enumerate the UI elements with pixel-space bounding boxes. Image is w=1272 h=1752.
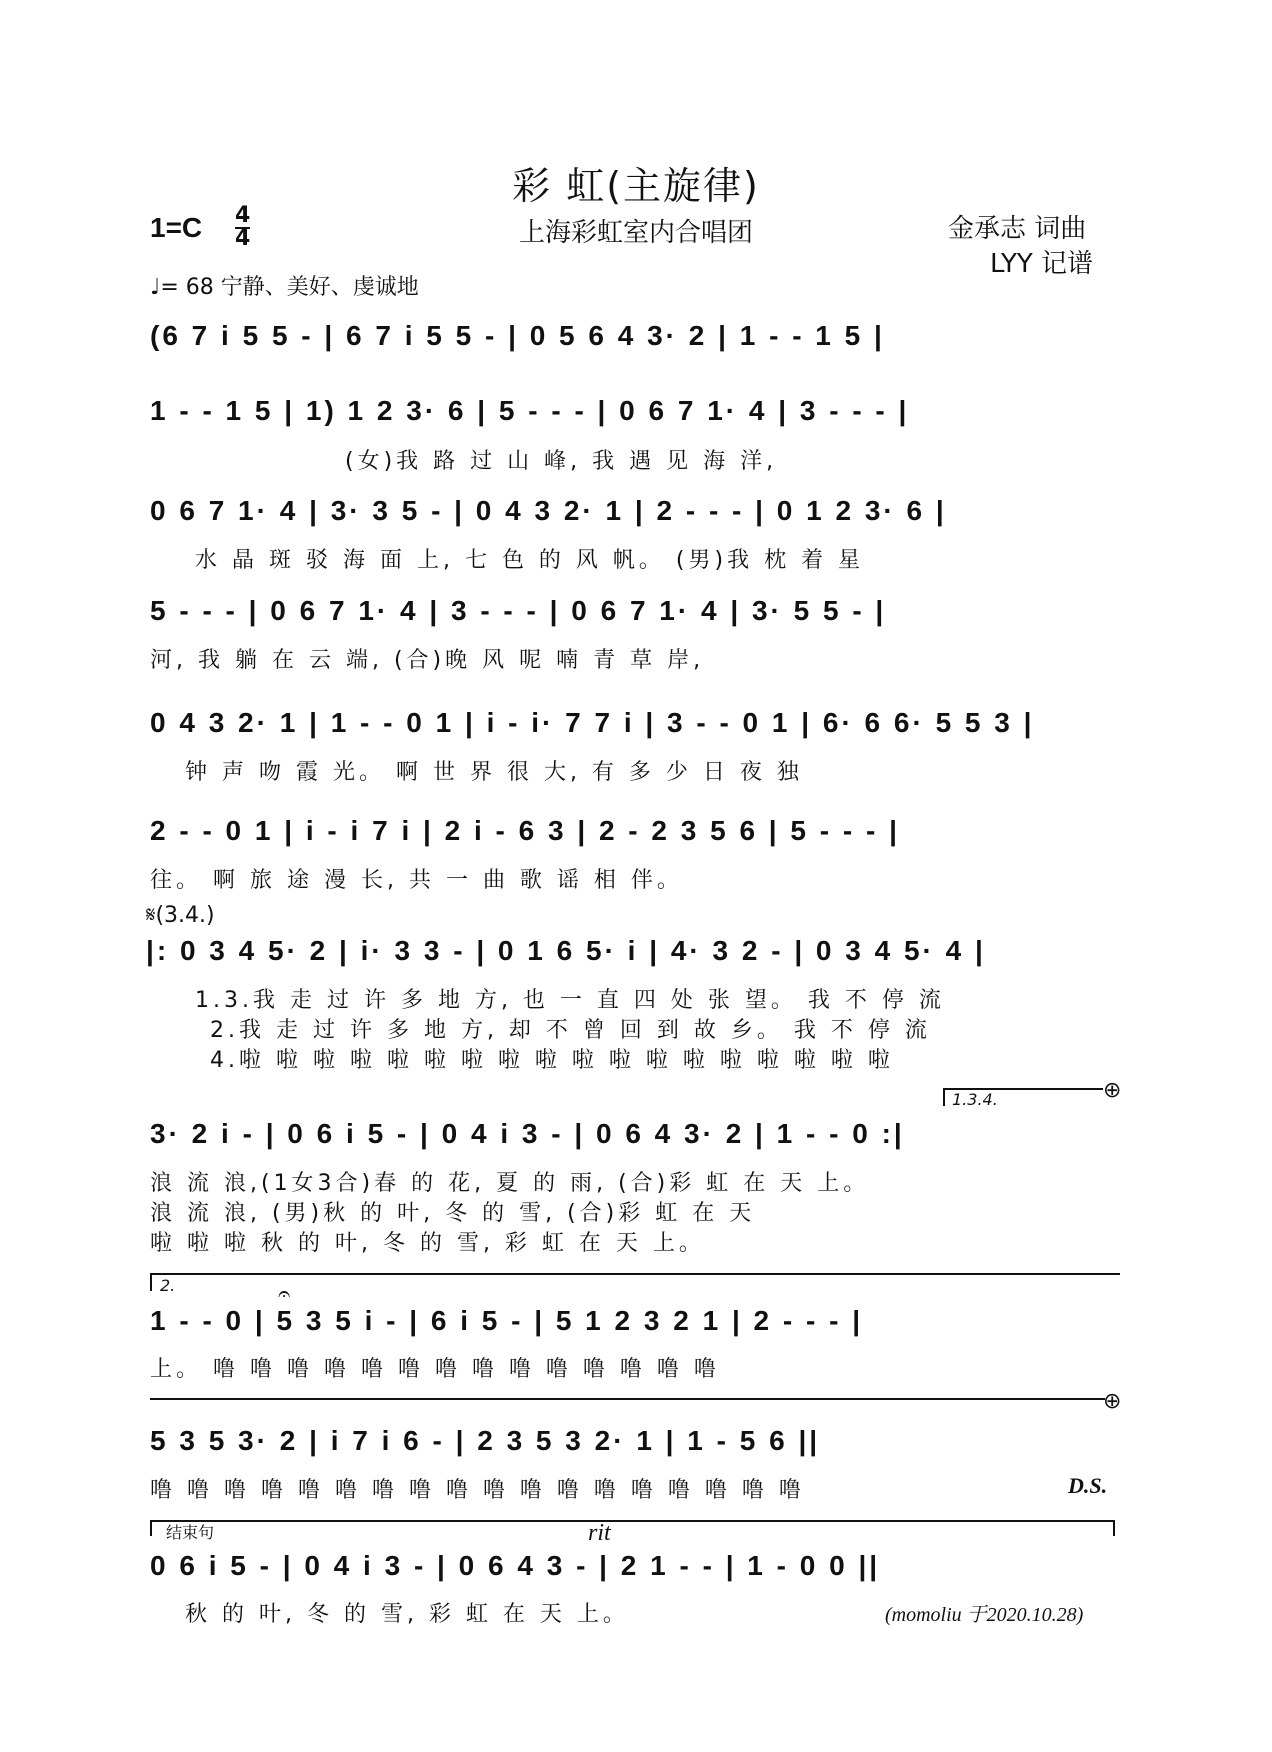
ending-line [150, 1520, 1115, 1522]
score-row-4-lyrics-1: 河, 我 躺 在 云 端, (合)晚 风 呢 喃 青 草 岸, [150, 648, 705, 673]
score-row-8-lyrics-3: 啦 啦 啦 秋 的 叶, 冬 的 雪, 彩 虹 在 天 上。 [150, 1231, 705, 1256]
score-row-8-lyrics-1: 浪 流 浪,(1女3合)春 的 花, 夏 的 雨, (合)彩 虹 在 天 上。 [150, 1171, 870, 1196]
score-row-11-notes: 0 6 i 5 - | 0 4 i 3 - | 0 6 4 3 - | 2 1 - - | 1 - 0 0 || [150, 1550, 881, 1581]
score-row-3-lyrics-1: 水 晶 斑 驳 海 面 上, 七 色 的 风 帆。 (男)我 枕 着 星 [195, 548, 865, 573]
score-row-5-lyrics-1: 钟 声 吻 霞 光。 啊 世 界 很 大, 有 多 少 日 夜 独 [185, 760, 803, 785]
notation-credit: (momoliu 于2020.10.28) [885, 1604, 1084, 1626]
key-signature: 1=C [150, 212, 203, 243]
score-row-4-notes: 5 - - - | 0 6 7 1· 4 | 3 - - - | 0 6 7 1· 4 | 3· 5 5 - | [150, 595, 887, 626]
volta-1-label: 1.3.4. [952, 1090, 998, 1109]
time-signature-top: 4 [235, 203, 251, 228]
score-row-6-lyrics-1: 往。 啊 旅 途 漫 长, 共 一 曲 歌 谣 相 伴。 [150, 868, 683, 893]
page-title: 彩 虹(主旋律) [512, 164, 760, 208]
ending-label: 结束句 [166, 1523, 215, 1542]
score-row-6-notes: 2 - - 0 1 | i - i 7 i | 2 i - 6 3 | 2 - 2 3 5 6 | 5 - - - | [150, 815, 900, 846]
volta-1-hook [943, 1088, 945, 1106]
composer: 金承志 词曲 [948, 214, 1087, 244]
time-signature-bottom: 4 [235, 226, 251, 251]
score-row-9-notes: 1 - - 0 | 5 3 5 i - | 6 i 5 - | 5 1 2 3 2 1 | 2 - - - | [150, 1305, 864, 1336]
fermata-icon: 𝄐 [278, 1282, 291, 1307]
coda-icon-2: ⊕ [1103, 1389, 1122, 1414]
score-row-8-notes: 3· 2 i - | 0 6 i 5 - | 0 4 i 3 - | 0 6 4 3· 2 | 1 - - 0 :| [150, 1118, 905, 1149]
ds-marking: D.S. [1068, 1473, 1108, 1498]
coda-icon-1: ⊕ [1103, 1078, 1122, 1103]
score-row-7-notes: |: 0 3 4 5· 2 | i· 3 3 - | 0 1 6 5· i | 4· 3 2 - | 0 3 4 5· 4 | [146, 935, 986, 966]
score-row-7-lyrics-1: 1.3.我 走 过 许 多 地 方, 也 一 直 四 处 张 望。 我 不 停 流 [195, 988, 945, 1013]
tempo-marking: ♩= 68 宁静、美好、虔诚地 [150, 275, 419, 300]
volta-2-hook [150, 1273, 152, 1291]
subtitle: 上海彩虹室内合唱团 [518, 218, 753, 248]
score-row-8-lyrics-2: 浪 流 浪, (男)秋 的 叶, 冬 的 雪, (合)彩 虹 在 天 [150, 1201, 756, 1226]
score-row-5-notes: 0 4 3 2· 1 | 1 - - 0 1 | i - i· 7 7 i | 3 - - 0 1 | 6· 6 6· 5 5 3 | [150, 707, 1035, 738]
ending-hook-right [1113, 1520, 1115, 1536]
notator: LYY 记谱 [990, 249, 1094, 279]
score-row-9-lyrics-1: 上。 噜 噜 噜 噜 噜 噜 噜 噜 噜 噜 噜 噜 噜 噜 [150, 1357, 720, 1382]
score-row-3-notes: 0 6 7 1· 4 | 3· 3 5 - | 0 4 3 2· 1 | 2 - - - | 0 1 2 3· 6 | [150, 495, 947, 526]
score-row-7-lyrics-3: 4.啦 啦 啦 啦 啦 啦 啦 啦 啦 啦 啦 啦 啦 啦 啦 啦 啦 啦 [210, 1048, 894, 1073]
score-row-11-lyrics-1: 秋 的 叶, 冬 的 雪, 彩 虹 在 天 上。 [185, 1602, 629, 1627]
score-row-10-lyrics-1: 噜 噜 噜 噜 噜 噜 噜 噜 噜 噜 噜 噜 噜 噜 噜 噜 噜 噜 [150, 1478, 805, 1503]
score-row-2-notes: 1 - - 1 5 | 1) 1 2 3· 6 | 5 - - - | 0 6 7 1· 4 | 3 - - - | [150, 395, 910, 426]
coda-line [150, 1398, 1105, 1400]
volta-2-label: 2. [160, 1276, 176, 1295]
ending-hook-left [150, 1520, 152, 1536]
score-row-7-lyrics-2: 2.我 走 过 许 多 地 方, 却 不 曾 回 到 故 乡。 我 不 停 流 [210, 1018, 931, 1043]
score-row-2-lyrics-1: (女)我 路 过 山 峰, 我 遇 见 海 洋, [345, 449, 778, 474]
score-row-1-notes: (6 7 i 5 5 - | 6 7 i 5 5 - | 0 5 6 4 3· 2 | 1 - - 1 5 | [150, 320, 885, 351]
segno-marking: 𝄋(3.4.) [146, 903, 215, 928]
volta-2-line [150, 1273, 1120, 1275]
rit-marking: rit [588, 1520, 611, 1546]
score-row-10-notes: 5 3 5 3· 2 | i 7 i 6 - | 2 3 5 3 2· 1 | 1 - 5 6 || [150, 1425, 821, 1456]
